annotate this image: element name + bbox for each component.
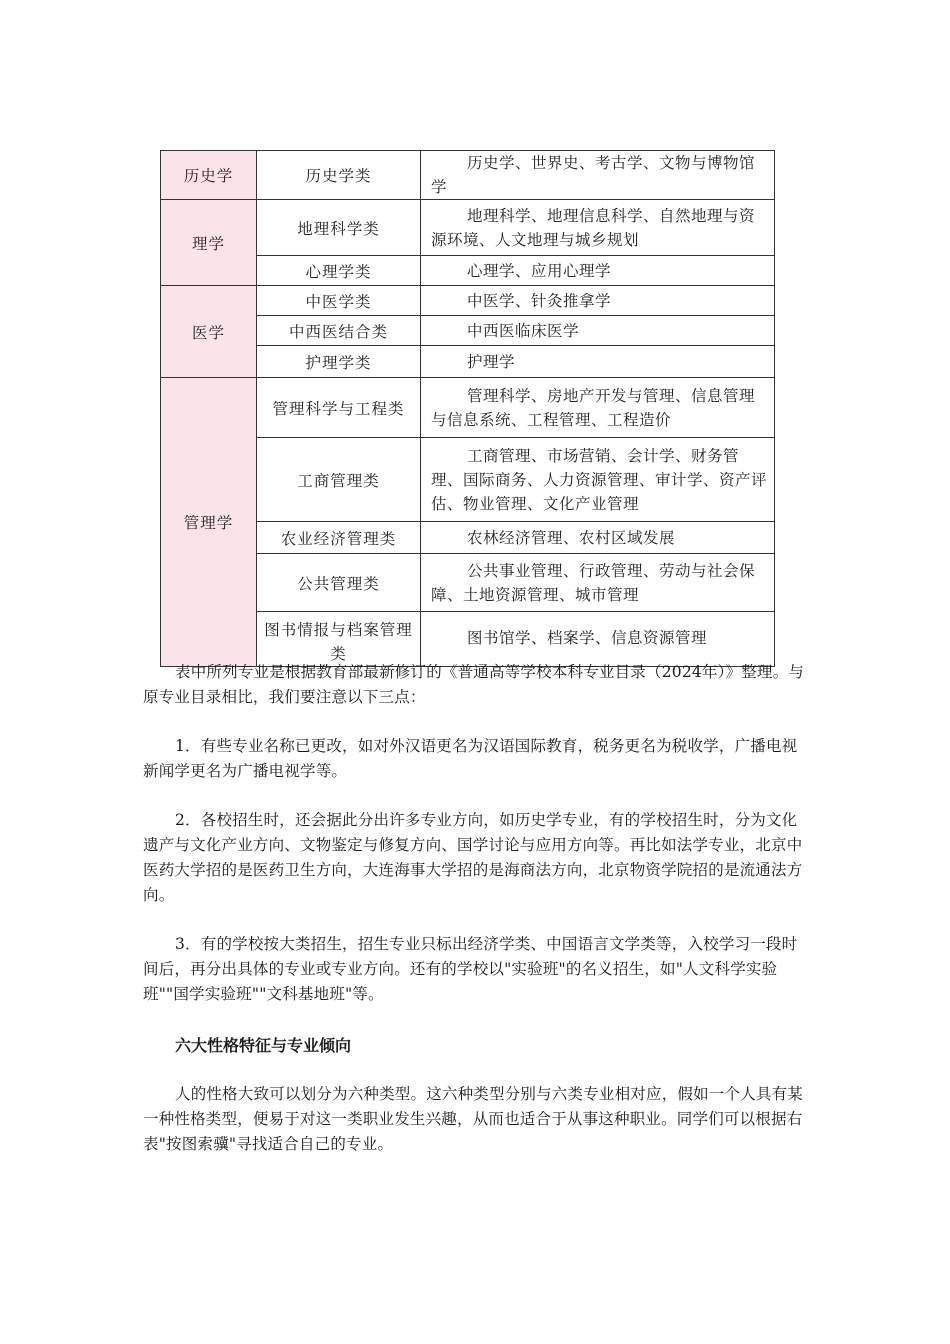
- category-cell: 图书情报与档案管理类: [257, 612, 421, 667]
- paragraph-point-3: 3．有的学校按大类招生，招生专业只标出经济学类、中国语言文学类等，入校学习一段时间后，再分出具体的专业或专业方向。还有的学校以"实验班"的名义招生，如"人文科学实验班""国学实验班""文科基地班"等。: [143, 935, 798, 1003]
- majors-cell: [421, 554, 775, 612]
- majors-text: 地理科学、地理信息科学、自然地理与资源环境、人文地理与城乡规划: [431, 206, 756, 249]
- majors-text: 护理学: [467, 352, 516, 371]
- majors-text: 历史学、世界史、考古学、文物与博物馆学: [431, 154, 756, 196]
- category-cell: 农业经济管理类: [257, 522, 421, 554]
- category-cell: 地理科学类: [257, 200, 421, 256]
- majors-table: [160, 150, 775, 667]
- table-row: [161, 200, 775, 256]
- paragraph-point-2: 2．各校招生时，还会据此分出许多专业方向，如历史学专业，有的学校招生时，分为文化遗产与文化产业方向、文物鉴定与修复方向、国学讨论与应用方向等。再比如法学专业，北京中医药大学招的是医药卫生方向，大连海事大学招的是海商法方向，北京物资学院招的是流通法方向。: [143, 811, 803, 904]
- category-cell: 管理科学与工程类: [257, 378, 421, 438]
- table-row: [161, 378, 775, 438]
- table-row: [161, 151, 775, 200]
- category-cell: 护理学类: [257, 346, 421, 378]
- majors-cell: [421, 438, 775, 522]
- majors-cell: [421, 256, 775, 286]
- category-cell: 中医学类: [257, 286, 421, 316]
- majors-cell: [421, 200, 775, 256]
- majors-cell: [421, 612, 775, 667]
- majors-text: 图书馆学、档案学、信息资源管理: [467, 629, 708, 647]
- majors-cell: [421, 151, 775, 200]
- majors-cell: [421, 378, 775, 438]
- majors-cell: [421, 346, 775, 378]
- majors-text: 中医学、针灸推拿学: [467, 291, 612, 310]
- category-cell: 中西医结合类: [257, 316, 421, 346]
- majors-text: 工商管理、市场营销、会计学、财务管理、国际商务、人力资源管理、审计学、资产评估、物业管理、文化产业管理: [431, 446, 768, 513]
- majors-text: 管理科学、房地产开发与管理、信息管理与信息系统、工程管理、工程造价: [431, 386, 756, 429]
- paragraph-personality: 人的性格大致可以划分为六种类型。这六种类型分别与六类专业相对应，假如一个人具有某一种性格类型，便易于对这一类职业发生兴趣，从而也适合于从事这种职业。同学们可以根据右表"按图索骥"寻找适合自己的专业。: [143, 1085, 804, 1153]
- category-cell: 心理学类: [257, 256, 421, 286]
- majors-text: 中西医临床医学: [467, 321, 580, 340]
- majors-cell: [421, 522, 775, 554]
- discipline-cell: 历史学: [161, 151, 257, 200]
- table-row: [161, 286, 775, 316]
- category-cell: 工商管理类: [257, 438, 421, 522]
- discipline-cell: 理学: [161, 200, 257, 286]
- majors-text: 农林经济管理、农村区域发展: [467, 528, 676, 547]
- majors-text: 心理学、应用心理学: [467, 261, 612, 280]
- majors-cell: [421, 316, 775, 346]
- majors-text: 公共事业管理、行政管理、劳动与社会保障、土地资源管理、城市管理: [431, 561, 756, 604]
- category-cell: 公共管理类: [257, 554, 421, 612]
- paragraph-intro: 表中所列专业是根据教育部最新修订的《普通高等学校本科专业目录（2024年）》整理。与原专业目录相比，我们要注意以下三点：: [143, 663, 805, 706]
- discipline-cell: 管理学: [161, 378, 257, 667]
- discipline-cell: 医学: [161, 286, 257, 378]
- section-heading: 六大性格特征与专业倾向: [175, 1036, 352, 1055]
- category-cell: 历史学类: [257, 151, 421, 200]
- paragraph-point-1: 1．有些专业名称已更改，如对外汉语更名为汉语国际教育，税务更名为税收学，广播电视新闻学更名为广播电视学等。: [143, 737, 798, 780]
- majors-table-image: [160, 150, 774, 663]
- majors-cell: [421, 286, 775, 316]
